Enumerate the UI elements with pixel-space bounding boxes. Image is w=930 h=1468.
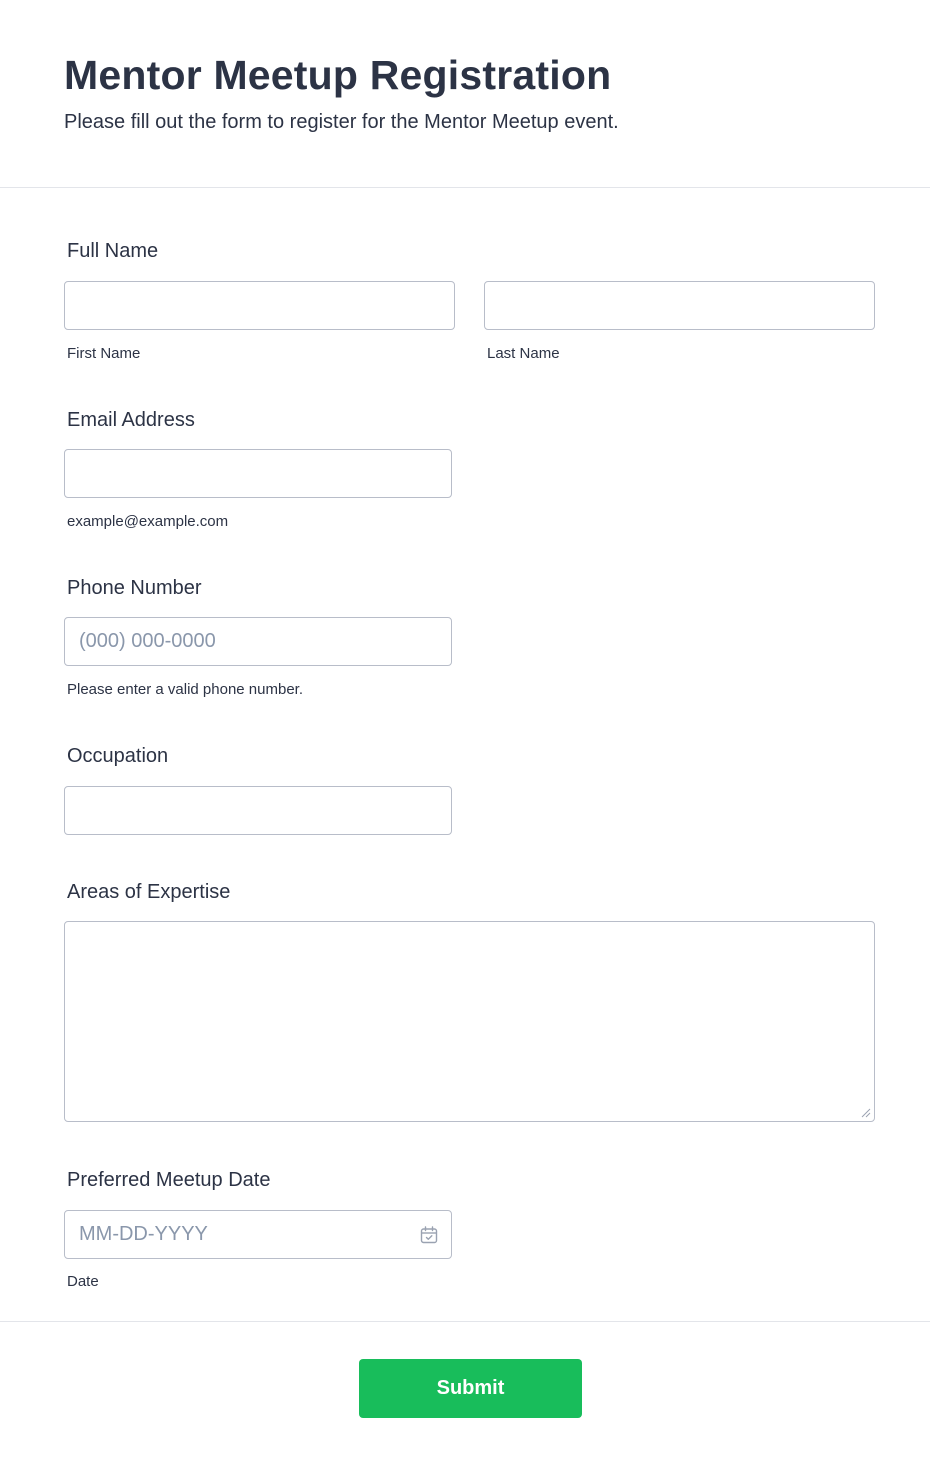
expertise-textarea[interactable] [64,921,875,1122]
last-name-sublabel: Last Name [487,345,560,362]
resize-grip-icon[interactable] [859,1106,871,1118]
phone-sublabel: Please enter a valid phone number. [67,681,303,698]
submit-button[interactable]: Submit [359,1359,582,1418]
phone-label: Phone Number [67,577,202,599]
full-name-label: Full Name [67,240,159,262]
occupation-input[interactable] [64,786,452,835]
email-input[interactable] [64,449,452,498]
last-name-input[interactable] [484,281,875,330]
meetup-date-label: Preferred Meetup Date [67,1169,271,1191]
first-name-sublabel: First Name [67,345,141,362]
calendar-icon[interactable] [419,1225,439,1245]
occupation-label: Occupation [67,745,169,767]
meetup-date-input[interactable] [64,1210,452,1259]
form-header [0,0,930,188]
first-name-input[interactable] [64,281,455,330]
page-subtitle: Please fill out the form to register for the Mentor Meetup event. [64,111,619,133]
email-sublabel: example@example.com [67,513,229,530]
expertise-label: Areas of Expertise [67,881,231,903]
page-title: Mentor Meetup Registration [64,52,612,98]
footer-divider [0,1321,930,1322]
phone-input[interactable] [64,617,452,666]
meetup-date-sublabel: Date [67,1273,99,1290]
email-label: Email Address [67,409,195,431]
